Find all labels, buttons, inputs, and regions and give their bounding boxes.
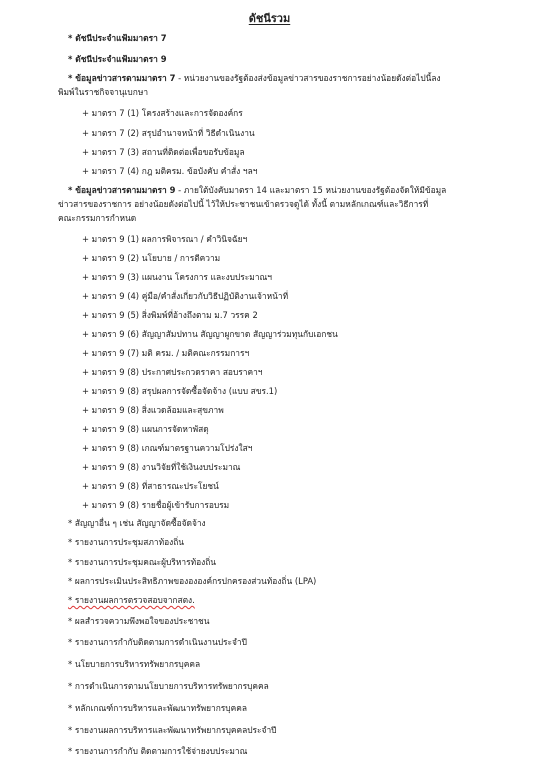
section9-item: + มาตรา 9 (8) แผนการจัดหาพัสดุ <box>82 424 209 434</box>
section9-item: + มาตรา 9 (2) นโยบาย / การตีความ <box>82 253 221 263</box>
section9-heading: * ข้อมูลข่าวสารตามมาตรา 9 <box>68 185 176 195</box>
section9-desc-tail: - ภายใต้บังคับมาตรา 14 และมาตรา 15 หน่วยงานของรัฐต้องจัดให้มีข้อมูล <box>175 185 447 195</box>
page-title: ดัชนีรวม <box>248 12 291 25</box>
section9-item: + มาตรา 9 (8) สรุปผลการจัดซื้อจัดจ้าง (แบบ สขร.1) <box>82 386 278 396</box>
other-item: * รายงานผลการตรวจสอบจากสตง. <box>68 595 195 605</box>
other-item: * รายงานการกำกับ ติดตามการใช้จ่ายงบประมาณ <box>68 746 248 756</box>
other-item: * รายงานผลการบริหารและพัฒนาทรัพยากรบุคคลประจำปี <box>68 725 277 735</box>
section9-item: + มาตรา 9 (8) งานวิจัยที่ใช้เงินงบประมาณ <box>82 462 241 472</box>
section9-item: + มาตรา 9 (8) รายชื่อผู้เข้ารับการอบรม <box>82 500 230 510</box>
section9-item: + มาตรา 9 (1) ผลการพิจารณา / คำวินิจฉัยฯ <box>82 234 248 244</box>
section9-item: + มาตรา 9 (6) สัญญาสัมปทาน สัญญาผูกขาด สัญญาร่วมทุนกับเอกชน <box>82 329 338 339</box>
other-item: * ผลสำรวจความพึงพอใจของประชาชน <box>68 616 210 626</box>
section7-desc-tail: - หน่วยงานของรัฐต้องส่งข้อมูลข่าวสารของราชการอย่างน้อยดังต่อไปนี้ลง <box>175 73 441 83</box>
section9-description <box>68 185 446 196</box>
other-item: * ผลการประเมินประสิทธิภาพของององค์กรปกครองส่วนท้องถิ่น (LPA) <box>68 576 317 586</box>
section9-item: + มาตรา 9 (8) เกณฑ์มาตรฐานความโปร่งใสฯ <box>82 443 253 453</box>
section9-desc-line2: ข่าวสารของราชการ อย่างน้อยดังต่อไปนี้ ไว้ให้ประชาชนเข้าตรวจดูได้ ทั้งนี้ ตามหลักเกณฑ์และวิธีการที่ <box>58 199 429 209</box>
section7-description <box>68 73 441 84</box>
other-item: * นโยบายการบริหารทรัพยากรบุคคล <box>68 659 201 669</box>
other-item: * หลักเกณฑ์การบริหารและพัฒนาทรัพยากรบุคคล <box>68 703 247 713</box>
section7-item: + มาตรา 7 (3) สถานที่ติดต่อเพื่อขอรับข้อมูล <box>82 147 245 157</box>
section7-heading: * ข้อมูลข่าวสารตามมาตรา 7 <box>68 73 176 83</box>
section7-item: + มาตรา 7 (2) สรุปอำนาจหน้าที่ วิธีดำเนินงาน <box>82 128 255 138</box>
section9-item: + มาตรา 9 (7) มติ ครม. / มติคณะกรรมการฯ <box>82 348 250 358</box>
section9-item: + มาตรา 9 (3) แผนงาน โครงการ และงบประมาณฯ <box>82 272 272 282</box>
section9-item: + มาตรา 9 (4) คู่มือ/คำสั่งเกี่ยวกับวิธีปฏิบัติงานเจ้าหน้าที่ <box>82 291 289 301</box>
index-item-section7: * ดัชนีประจำแฟ้มมาตรา 7 <box>68 33 167 43</box>
other-item: * สัญญาอื่น ๆ เช่น สัญญาจัดซื้อจัดจ้าง <box>68 518 206 528</box>
section9-item: + มาตรา 9 (8) ประกาศประกวดราคา สอบราคาฯ <box>82 367 263 377</box>
section9-item: + มาตรา 9 (5) สิ่งพิมพ์ที่อ้างถึงตาม ม.7 วรรค 2 <box>82 310 258 320</box>
section7-desc-line2: พิมพ์ในราชกิจจานุเบกษา <box>58 87 149 97</box>
other-item: * การดำเนินการตามนโยบายการบริหารทรัพยากรบุคคล <box>68 681 269 691</box>
section9-item: + มาตรา 9 (8) ที่สาธารณะประโยชน์ <box>82 481 219 491</box>
section9-desc-line3: คณะกรรมการกำหนด <box>58 213 137 223</box>
other-item: * รายงานการประชุมสภาท้องถิ่น <box>68 537 185 547</box>
section7-item: + มาตรา 7 (1) โครงสร้างและการจัดองค์กร <box>82 108 243 118</box>
section7-item: + มาตรา 7 (4) กฎ มติครม. ข้อบังคับ คำสั่ง ฯลฯ <box>82 166 258 176</box>
section9-item: + มาตรา 9 (8) สิ่งแวดล้อมและสุขภาพ <box>82 405 224 415</box>
other-item: * รายงานการประชุมคณะผู้บริหารท้องถิ่น <box>68 557 217 567</box>
other-item: * รายงานการกำกับติดตามการดำเนินงานประจำปี <box>68 637 247 647</box>
index-item-section9: * ดัชนีประจำแฟ้มมาตรา 9 <box>68 54 167 64</box>
